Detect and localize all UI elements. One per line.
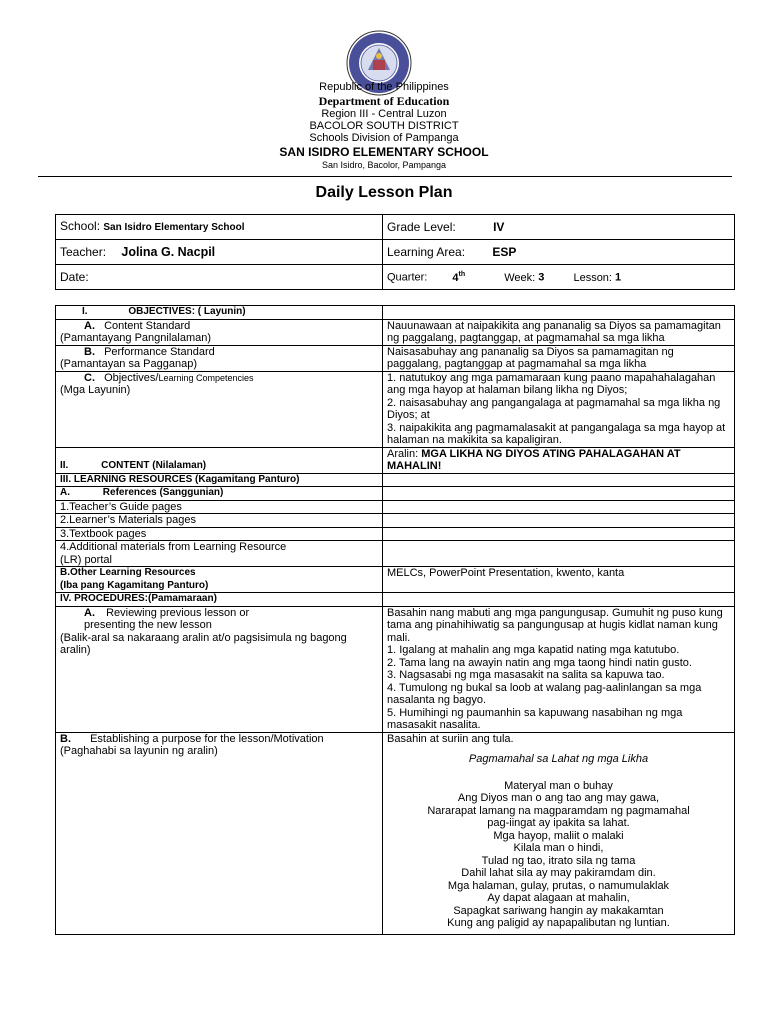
- plan-cell: [56, 606, 383, 732]
- poem-line: Mga halaman, gulay, prutas, o namumulaklak: [447, 879, 670, 892]
- perf-std-tl: (Pamantayan sa Pagganap): [60, 358, 197, 370]
- info-row-school: [56, 215, 735, 240]
- grade-label: Grade Level:: [387, 219, 456, 234]
- plan-cell: [56, 541, 383, 567]
- plan-cell: [56, 306, 383, 320]
- obj-tl: (Mga Layunin): [60, 384, 131, 396]
- teacher-value: Jolina G. Nacpil: [121, 244, 216, 259]
- poem-title: Pagmamahal sa Lahat ng mga Likha: [468, 753, 649, 765]
- poem-line: Dahil lahat sila ay may pakiramdam din.: [461, 867, 656, 879]
- other-label: B.Other Learning Resources: [60, 567, 196, 578]
- school-name: SAN ISIDRO ELEMENTARY SCHOOL: [279, 145, 489, 159]
- poem-line: Sapagkat sariwang hangin ay makakamtan: [453, 904, 664, 917]
- obj-label-sub: Learning Competencies: [158, 372, 254, 383]
- obj-label: Objectives/: [104, 371, 159, 384]
- textbook-row: [56, 527, 735, 541]
- additional-label: 4.Additional materials from Learning Resource: [60, 541, 287, 553]
- quarter-suffix: th: [458, 271, 466, 279]
- motivation-intro: Basahin at suriin ang tula.: [387, 732, 514, 745]
- plan-cell: [56, 447, 383, 473]
- motivation-letter: B.: [60, 732, 71, 745]
- info-cell: [383, 240, 735, 265]
- info-row-date: [56, 265, 735, 290]
- review-row: [56, 606, 735, 732]
- content-std-label: Content Standard: [104, 319, 191, 332]
- objectives-heading: OBJECTIVES: ( Layunin): [128, 306, 246, 317]
- review-intro: Basahin nang mabuti ang mga pangungusap. Gumuhit ng puso kung tama ang pinahihiwatig sa pangungusap at hugis kidlat naman kung mali.: [387, 606, 723, 644]
- republic-text: Republic of the Philippines: [319, 81, 449, 93]
- quarter-value: 4: [452, 272, 459, 285]
- plan-cell: [56, 371, 383, 447]
- teacher-label: Teacher:: [60, 244, 107, 259]
- review-item-5: 5. Humihingi ng paumanhin sa kapuwang nasabihan ng mga masasakit nasalita.: [387, 706, 683, 731]
- procedures-heading: IV. PROCEDURES:(Pamamaraan): [56, 593, 383, 607]
- review-item-4: 4. Tumulong ng bukal sa loob at walang pag-aalinlangan sa mga nasalanta ng bagyo.: [387, 681, 702, 706]
- info-row-teacher: [56, 240, 735, 265]
- review-label-2: presenting the new lesson: [84, 619, 212, 631]
- aralin-title: MGA LIKHA NG DIYOS ATING PAHALAGAHAN AT MAHALIN!: [387, 447, 681, 472]
- header-divider: [38, 176, 732, 177]
- objective-3: 3. naipakikita ang pagmamalasakit at pangangalaga sa mga hayop at halaman na makikita sa kapaligiran.: [387, 421, 726, 446]
- review-item-2: 2. Tama lang na awayin natin ang mga taong hindi natin gusto.: [387, 656, 692, 669]
- poem-line: Nararapat lamang na magparamdam ng pagmamahal: [427, 804, 690, 817]
- other-label-2: (Iba pang Kagamitang Panturo): [60, 579, 209, 591]
- objectives-num: I.: [82, 306, 88, 317]
- textbook-label: 3.Textbook pages: [56, 527, 383, 541]
- resources-row: [56, 473, 735, 487]
- poem-line: Ang Diyos man o ang tao ang may gawa,: [457, 792, 660, 804]
- page-title: Daily Lesson Plan: [315, 184, 453, 201]
- plan-cell: [383, 514, 735, 528]
- department-text: Department of Education: [318, 94, 450, 108]
- performance-standard-row: [56, 345, 735, 371]
- objectives-row: [56, 306, 735, 320]
- content-std-value: Nauunawaan at naipakikita ang pananalig sa Diyos sa pamamagitan ng paggalang, pagtanggap, at pagmamahal sa mga likha: [383, 319, 735, 345]
- week-label: Week:: [504, 272, 536, 285]
- info-cell: [56, 265, 383, 290]
- lesson-label: Lesson:: [573, 272, 612, 285]
- content-heading: CONTENT (Nilalaman): [101, 460, 207, 471]
- plan-cell: [383, 500, 735, 514]
- lesson-info-table: [55, 214, 735, 290]
- info-cell: [383, 265, 735, 290]
- area-value: ESP: [492, 244, 517, 259]
- objectives-competencies-row: [56, 371, 735, 447]
- date-label: Date:: [60, 269, 89, 284]
- objective-1: 1. natutukoy ang mga pamamaraan kung paano mapahahalagahan ang mga hayop at halaman bilang likha ng Diyos;: [387, 371, 716, 396]
- lm-row: [56, 514, 735, 528]
- content-std-letter: A.: [84, 319, 95, 332]
- poem-line: Ay dapat alagaan at mahalin,: [487, 892, 630, 904]
- content-std-tl: (Pamantayang Pangnilalaman): [60, 332, 212, 344]
- resources-heading: III. LEARNING RESOURCES (Kagamitang Panturo): [56, 473, 383, 487]
- plan-cell: [383, 527, 735, 541]
- perf-std-label: Performance Standard: [104, 345, 215, 358]
- region-text: Region III - Central Luzon: [321, 108, 447, 120]
- info-cell: [383, 215, 735, 240]
- obj-letter: C.: [84, 371, 95, 384]
- content-row: [56, 447, 735, 473]
- content-standard-row: [56, 319, 735, 345]
- grade-value: IV: [493, 219, 505, 234]
- other-resources-row: [56, 567, 735, 593]
- objective-2: 2. naisasabuhay ang pangangalaga at pagmamahal sa mga likha ng Diyos; at: [387, 396, 721, 421]
- motivation-label-2: (Paghahabi sa layunin ng aralin): [60, 745, 218, 757]
- plan-cell: [383, 541, 735, 567]
- plan-cell: [56, 345, 383, 371]
- district-text: BACOLOR SOUTH DISTRICT: [309, 120, 459, 132]
- motivation-row: [56, 732, 735, 934]
- aralin-label: Aralin:: [387, 447, 419, 460]
- plan-cell: [383, 473, 735, 487]
- refs-letter: A.: [60, 487, 70, 498]
- other-resources-value: MELCs, PowerPoint Presentation, kwento, kanta: [383, 567, 735, 593]
- school-label: School:: [60, 218, 101, 233]
- perf-std-letter: B.: [84, 345, 95, 358]
- poem-line: Tulad ng tao, itrato sila ng tama: [481, 854, 636, 867]
- additional-label-2: (LR) portal: [60, 553, 112, 566]
- perf-std-value: Naisasabuhay ang pananalig sa Diyos sa pamamagitan ng paggalang, pagtanggap at pagmamahal sa mga likha: [383, 345, 735, 371]
- lesson-plan-table: [55, 305, 735, 935]
- week-value: 3: [538, 272, 545, 285]
- motivation-label: Establishing a purpose for the lesson/Motivation: [90, 732, 324, 745]
- additional-row: [56, 541, 735, 567]
- procedures-row: [56, 593, 735, 607]
- tg-label: 1.Teacher’s Guide pages: [56, 500, 383, 514]
- plan-cell: [383, 306, 735, 320]
- plan-cell: [383, 732, 735, 934]
- plan-cell: [56, 732, 383, 934]
- lm-label: 2.Learner’s Materials pages: [56, 514, 383, 528]
- poem-line: Materyal man o buhay: [504, 779, 613, 792]
- content-num: II.: [60, 460, 69, 471]
- tg-row: [56, 500, 735, 514]
- plan-cell: [56, 567, 383, 593]
- review-label: Reviewing previous lesson or: [106, 606, 250, 619]
- review-letter: A.: [84, 606, 95, 619]
- school-address: San Isidro, Bacolor, Pampanga: [321, 160, 447, 170]
- plan-cell: [383, 447, 735, 473]
- plan-cell: [383, 371, 735, 447]
- division-text: Schools Division of Pampanga: [309, 132, 459, 144]
- poem-line: Kilala man o hindi,: [513, 842, 604, 854]
- poem-body: [387, 780, 730, 930]
- refs-heading: References (Sanggunian): [102, 487, 224, 498]
- poem-line: pag-iingat ay ipakita sa lahat.: [487, 817, 630, 829]
- plan-cell: [383, 487, 735, 501]
- review-label-3: (Balik-aral sa nakaraang aralin at/o pagsisimula ng bagong aralin): [60, 631, 347, 656]
- info-cell: [56, 240, 383, 265]
- poem-line: Kung ang paligid ay napapalibutan ng luntian.: [447, 917, 670, 929]
- area-label: Learning Area:: [387, 244, 466, 259]
- info-cell: [56, 215, 383, 240]
- review-item-3: 3. Nagsasabi ng mga masasakit na salita sa kapuwa tao.: [387, 669, 665, 681]
- quarter-label: Quarter:: [387, 272, 428, 285]
- plan-cell: [56, 319, 383, 345]
- plan-cell: [383, 606, 735, 732]
- plan-cell: [383, 593, 735, 607]
- school-value: San Isidro Elementary School: [103, 221, 245, 233]
- poem-line: Mga hayop, maliit o malaki: [493, 829, 624, 842]
- lesson-value: 1: [615, 272, 622, 285]
- review-item-1: 1. Igalang at mahalin ang mga kapatid nating mga katutubo.: [387, 644, 680, 656]
- plan-cell: [56, 487, 383, 501]
- references-row: [56, 487, 735, 501]
